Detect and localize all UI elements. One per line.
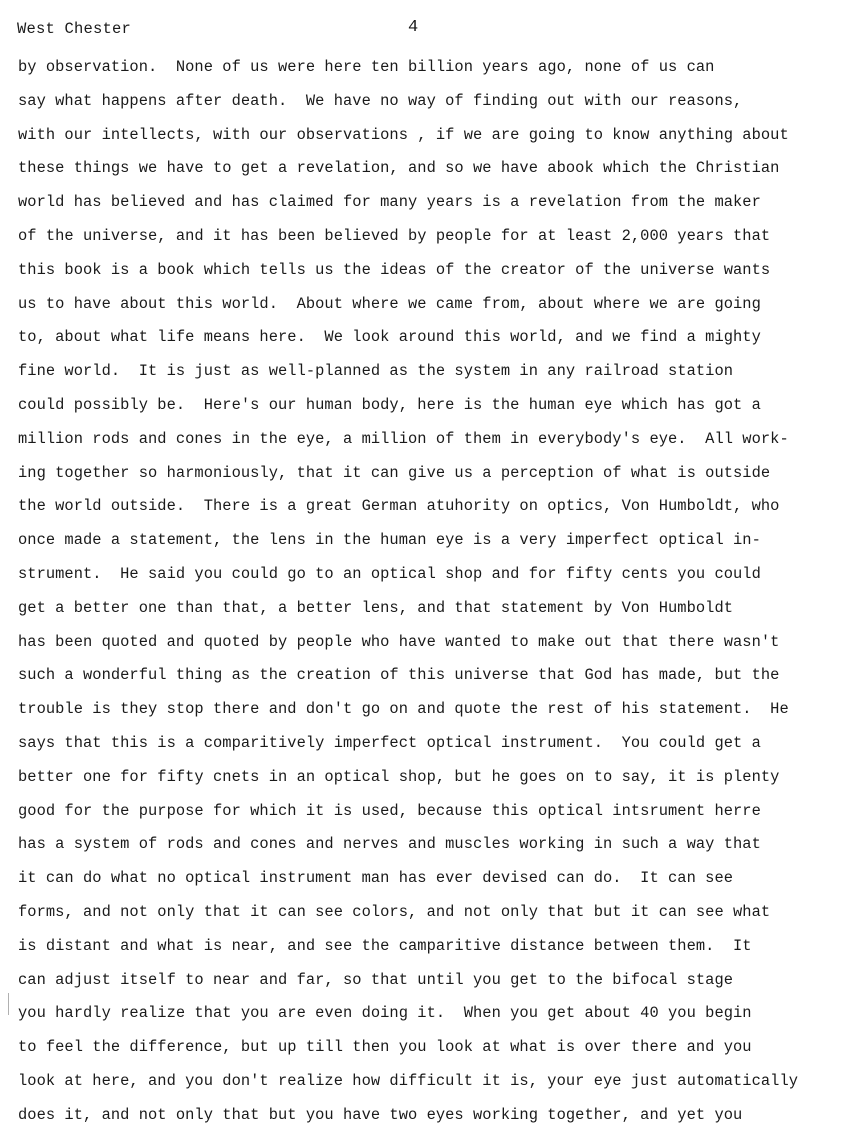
text-line: has a system of rods and cones and nerves and muscles working in such a way that xyxy=(18,835,761,854)
body-text xyxy=(18,56,858,1138)
text-line: could possibly be. Here's our human body, here is the human eye which has got a xyxy=(18,395,761,414)
text-line: look at here, and you don't realize how difficult it is, your eye just automatically xyxy=(18,1071,799,1090)
text-line: say what happens after death. We have no way of finding out with our reasons, xyxy=(18,91,743,110)
text-line: it can do what no optical instrument man has ever devised can do. It can see xyxy=(18,869,734,888)
text-line: you hardly realize that you are even doing it. When you get about 40 you begin xyxy=(18,1004,752,1023)
header-location: West Chester xyxy=(17,20,132,38)
text-line: such a wonderful thing as the creation of this universe that God has made, but the xyxy=(18,666,780,685)
text-line: has been quoted and quoted by people who have wanted to make out that there wasn't xyxy=(18,632,780,651)
text-line: get a better one than that, a better lens, and that statement by Von Humboldt xyxy=(18,598,734,617)
text-line: forms, and not only that it can see colors, and not only that but it can see what xyxy=(18,902,771,921)
text-line: does it, and not only that but you have two eyes working together, and yet you xyxy=(18,1105,743,1124)
text-line: ing together so harmoniously, that it can give us a perception of what is outside xyxy=(18,463,771,482)
text-line: of the universe, and it has been believed by people for at least 2,000 years that xyxy=(18,226,771,245)
text-line: world has believed and has claimed for many years is a revelation from the maker xyxy=(18,193,761,212)
text-line: once made a statement, the lens in the human eye is a very imperfect optical in- xyxy=(18,531,761,550)
text-line: fine world. It is just as well-planned as the system in any railroad station xyxy=(18,362,734,381)
text-line: the world outside. There is a great German atuhority on optics, Von Humboldt, who xyxy=(18,497,780,516)
margin-mark xyxy=(8,993,9,1015)
text-line: trouble is they stop there and don't go on and quote the rest of his statement. He xyxy=(18,700,789,719)
text-line: million rods and cones in the eye, a million of them in everybody's eye. All work- xyxy=(18,429,789,448)
text-line: by observation. None of us were here ten billion years ago, none of us can xyxy=(18,58,715,76)
text-line: is distant and what is near, and see the camparitive distance between them. It xyxy=(18,936,752,955)
text-line: strument. He said you could go to an optical shop and for fifty cents you could xyxy=(18,564,761,583)
text-line: to, about what life means here. We look around this world, and we find a mighty xyxy=(18,328,761,347)
text-line: good for the purpose for which it is used, because this optical intsrument herre xyxy=(18,801,761,820)
text-line: can adjust itself to near and far, so that until you get to the bifocal stage xyxy=(18,970,734,989)
text-line: with our intellects, with our observations , if we are going to know anything about xyxy=(18,125,789,144)
page-number: 4 xyxy=(408,18,419,37)
text-line: this book is a book which tells us the ideas of the creator of the universe wants xyxy=(18,260,771,279)
text-line: to feel the difference, but up till then you look at what is over there and you xyxy=(18,1038,752,1057)
text-line: these things we have to get a revelation, and so we have abook which the Christian xyxy=(18,159,780,178)
text-line: us to have about this world. About where we came from, about where we are going xyxy=(18,294,761,313)
text-line: says that this is a comparitively imperfect optical instrument. You could get a xyxy=(18,733,761,752)
text-line: better one for fifty cnets in an optical shop, but he goes on to say, it is plenty xyxy=(18,767,780,786)
